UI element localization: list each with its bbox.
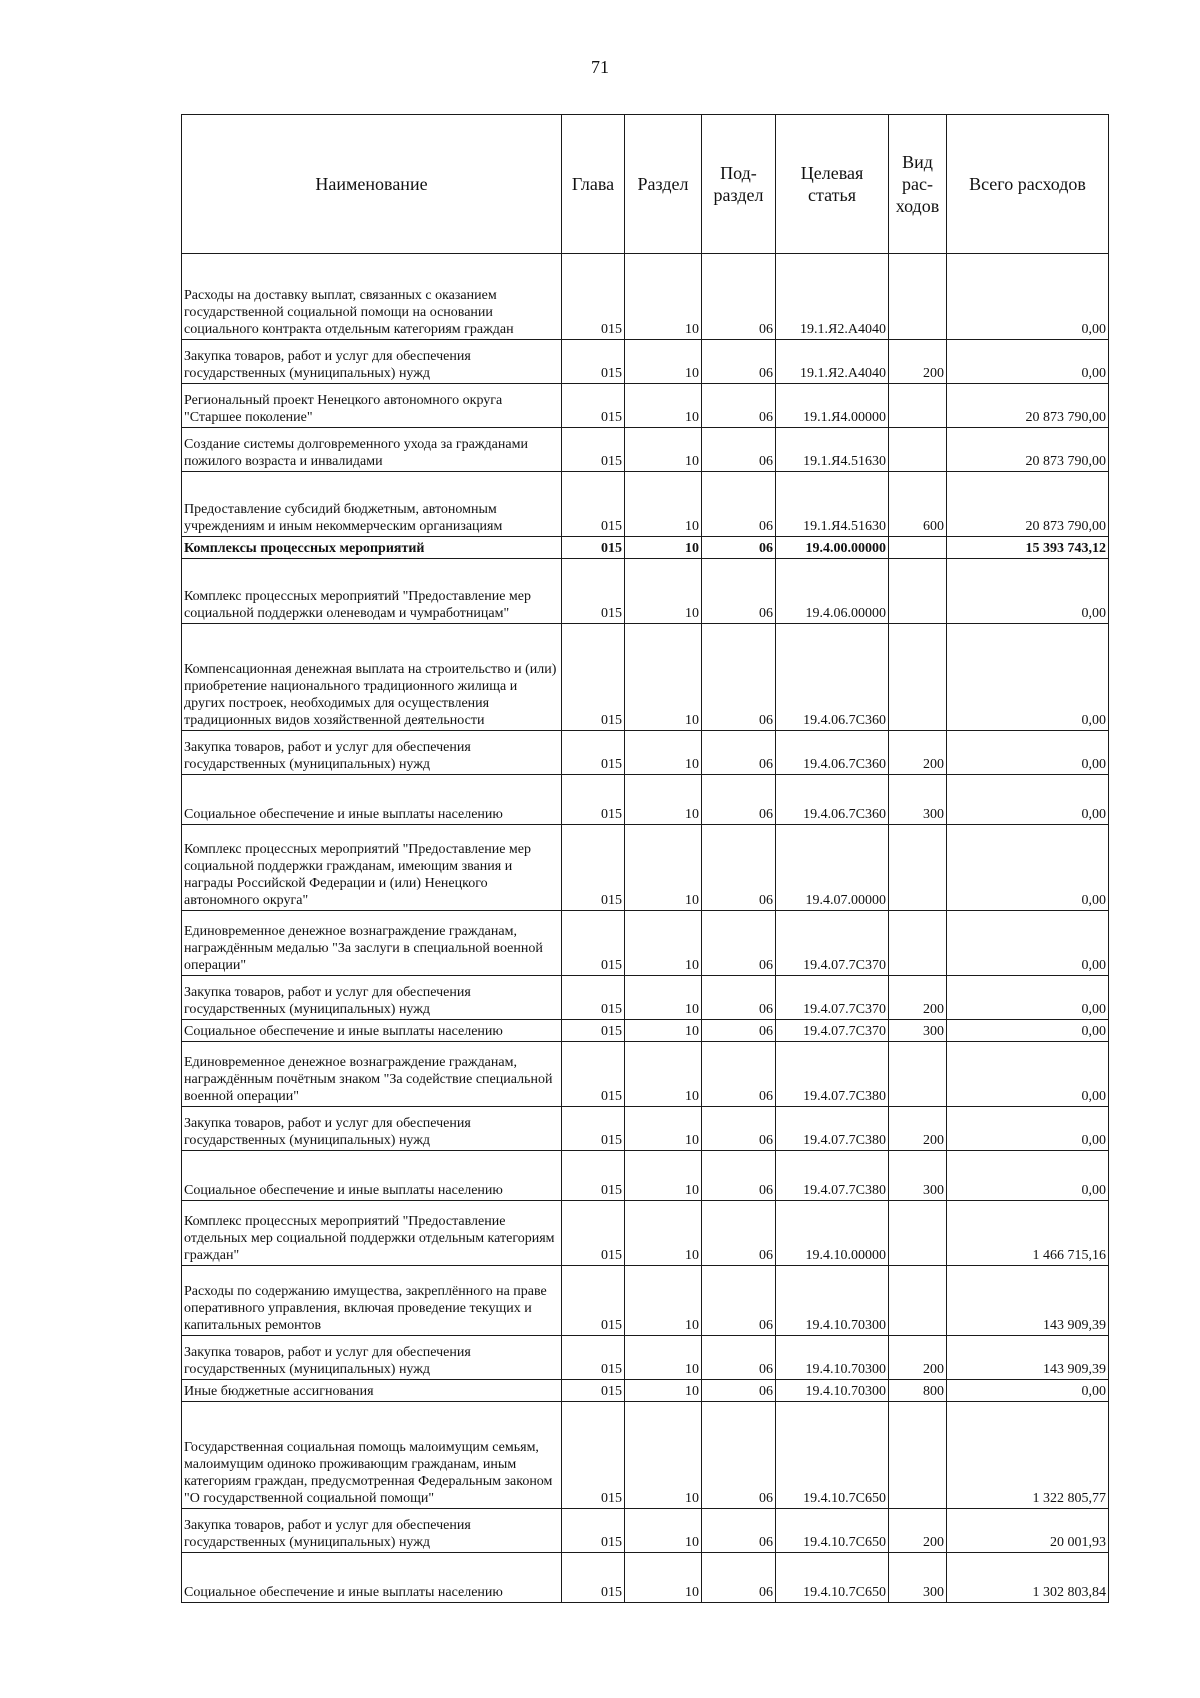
cell-expense-type xyxy=(889,1266,947,1336)
cell-target: 19.4.07.7С370 xyxy=(776,1020,889,1042)
cell-name: Иные бюджетные ассигнования xyxy=(182,1380,562,1402)
cell-expense-type: 200 xyxy=(889,976,947,1020)
cell-expense-type: 300 xyxy=(889,1151,947,1201)
cell-total: 143 909,39 xyxy=(947,1266,1109,1336)
cell-name: Социальное обеспечение и иные выплаты населению xyxy=(182,1553,562,1603)
cell-name: Компенсационная денежная выплата на строительство и (или) приобретение национального традиционного жилища и других построек, необходимых для осуществления традиционных видов хозяйственной деятельности xyxy=(182,624,562,731)
cell-target: 19.1.Я2.А4040 xyxy=(776,340,889,384)
table-row xyxy=(182,911,1109,976)
cell-chapter: 015 xyxy=(562,1509,625,1553)
cell-subsection: 06 xyxy=(702,428,776,472)
table-row xyxy=(182,825,1109,911)
table-row xyxy=(182,340,1109,384)
cell-total: 20 001,93 xyxy=(947,1509,1109,1553)
header-target: Целевая статья xyxy=(776,115,889,254)
header-chapter: Глава xyxy=(562,115,625,254)
cell-section: 10 xyxy=(625,384,702,428)
cell-expense-type xyxy=(889,1402,947,1509)
cell-chapter: 015 xyxy=(562,1380,625,1402)
table-row xyxy=(182,1107,1109,1151)
table-row xyxy=(182,976,1109,1020)
cell-total: 20 873 790,00 xyxy=(947,472,1109,537)
cell-total: 0,00 xyxy=(947,775,1109,825)
cell-chapter: 015 xyxy=(562,624,625,731)
cell-target: 19.4.10.00000 xyxy=(776,1201,889,1266)
cell-section: 10 xyxy=(625,472,702,537)
cell-name: Единовременное денежное вознаграждение гражданам, награждённым почётным знаком "За содействие специальной военной операции" xyxy=(182,1042,562,1107)
cell-subsection: 06 xyxy=(702,1266,776,1336)
cell-name: Предоставление субсидий бюджетным, автономным учреждениям и иным некоммерческим организациям xyxy=(182,472,562,537)
cell-expense-type xyxy=(889,825,947,911)
cell-subsection: 06 xyxy=(702,1107,776,1151)
cell-chapter: 015 xyxy=(562,1107,625,1151)
cell-name: Закупка товаров, работ и услуг для обеспечения государственных (муниципальных) нужд xyxy=(182,731,562,775)
cell-target: 19.4.06.00000 xyxy=(776,559,889,624)
cell-subsection: 06 xyxy=(702,825,776,911)
cell-chapter: 015 xyxy=(562,911,625,976)
table-row xyxy=(182,1266,1109,1336)
cell-expense-type: 300 xyxy=(889,775,947,825)
cell-chapter: 015 xyxy=(562,1020,625,1042)
cell-target: 19.4.10.70300 xyxy=(776,1266,889,1336)
cell-total: 20 873 790,00 xyxy=(947,384,1109,428)
cell-subsection: 06 xyxy=(702,624,776,731)
cell-section: 10 xyxy=(625,731,702,775)
table-row xyxy=(182,1042,1109,1107)
cell-section: 10 xyxy=(625,1151,702,1201)
table-row xyxy=(182,1380,1109,1402)
cell-section: 10 xyxy=(625,1107,702,1151)
cell-target: 19.4.07.7С380 xyxy=(776,1042,889,1107)
cell-name: Региональный проект Ненецкого автономного округа "Старшее поколение" xyxy=(182,384,562,428)
cell-target: 19.4.07.7С380 xyxy=(776,1107,889,1151)
cell-name: Социальное обеспечение и иные выплаты населению xyxy=(182,1020,562,1042)
cell-subsection: 06 xyxy=(702,1020,776,1042)
cell-target: 19.4.10.70300 xyxy=(776,1380,889,1402)
cell-section: 10 xyxy=(625,1553,702,1603)
cell-total: 0,00 xyxy=(947,1151,1109,1201)
cell-name: Комплекс процессных мероприятий "Предоставление отдельных мер социальной поддержки отдельным категориям граждан" xyxy=(182,1201,562,1266)
cell-name: Закупка товаров, работ и услуг для обеспечения государственных (муниципальных) нужд xyxy=(182,1336,562,1380)
cell-expense-type xyxy=(889,428,947,472)
cell-expense-type: 200 xyxy=(889,1336,947,1380)
cell-target: 19.4.06.7С360 xyxy=(776,731,889,775)
cell-section: 10 xyxy=(625,1336,702,1380)
cell-target: 19.1.Я4.51630 xyxy=(776,428,889,472)
cell-expense-type: 600 xyxy=(889,472,947,537)
cell-target: 19.4.10.7С650 xyxy=(776,1553,889,1603)
table-body xyxy=(182,254,1109,1603)
cell-name: Социальное обеспечение и иные выплаты населению xyxy=(182,775,562,825)
cell-chapter: 015 xyxy=(562,1336,625,1380)
header-expense-type: Вид рас- ходов xyxy=(889,115,947,254)
cell-chapter: 015 xyxy=(562,976,625,1020)
cell-target: 19.4.07.7С380 xyxy=(776,1151,889,1201)
cell-expense-type: 200 xyxy=(889,340,947,384)
cell-subsection: 06 xyxy=(702,731,776,775)
cell-name: Социальное обеспечение и иные выплаты населению xyxy=(182,1151,562,1201)
cell-name: Комплекс процессных мероприятий "Предоставление мер социальной поддержки гражданам, имеющим звания и награды Российской Федерации и (или) Ненецкого автономного округа" xyxy=(182,825,562,911)
cell-subsection: 06 xyxy=(702,1553,776,1603)
cell-subsection: 06 xyxy=(702,1380,776,1402)
cell-section: 10 xyxy=(625,1266,702,1336)
cell-expense-type xyxy=(889,1201,947,1266)
cell-target: 19.4.06.7С360 xyxy=(776,775,889,825)
cell-expense-type xyxy=(889,1042,947,1107)
cell-target: 19.1.Я4.00000 xyxy=(776,384,889,428)
cell-chapter: 015 xyxy=(562,731,625,775)
cell-name: Закупка товаров, работ и услуг для обеспечения государственных (муниципальных) нужд xyxy=(182,1509,562,1553)
table-row xyxy=(182,1509,1109,1553)
cell-chapter: 015 xyxy=(562,537,625,559)
cell-chapter: 015 xyxy=(562,559,625,624)
cell-total: 20 873 790,00 xyxy=(947,428,1109,472)
cell-name: Комплексы процессных мероприятий xyxy=(182,537,562,559)
cell-chapter: 015 xyxy=(562,825,625,911)
cell-expense-type xyxy=(889,911,947,976)
table-header-row xyxy=(182,115,1109,254)
cell-total: 0,00 xyxy=(947,1020,1109,1042)
table-row xyxy=(182,1201,1109,1266)
cell-target: 19.4.07.00000 xyxy=(776,825,889,911)
cell-section: 10 xyxy=(625,1201,702,1266)
cell-chapter: 015 xyxy=(562,1553,625,1603)
cell-subsection: 06 xyxy=(702,1336,776,1380)
cell-name: Закупка товаров, работ и услуг для обеспечения государственных (муниципальных) нужд xyxy=(182,1107,562,1151)
cell-chapter: 015 xyxy=(562,472,625,537)
table-row xyxy=(182,775,1109,825)
cell-expense-type: 200 xyxy=(889,1509,947,1553)
cell-section: 10 xyxy=(625,825,702,911)
cell-subsection: 06 xyxy=(702,1509,776,1553)
cell-subsection: 06 xyxy=(702,254,776,340)
cell-subsection: 06 xyxy=(702,775,776,825)
cell-section: 10 xyxy=(625,1509,702,1553)
cell-subsection: 06 xyxy=(702,976,776,1020)
cell-subsection: 06 xyxy=(702,1402,776,1509)
cell-expense-type: 300 xyxy=(889,1020,947,1042)
table-row xyxy=(182,384,1109,428)
cell-subsection: 06 xyxy=(702,1042,776,1107)
cell-total: 0,00 xyxy=(947,1107,1109,1151)
cell-target: 19.4.00.00000 xyxy=(776,537,889,559)
cell-target: 19.4.07.7С370 xyxy=(776,976,889,1020)
table-row xyxy=(182,1020,1109,1042)
cell-subsection: 06 xyxy=(702,1151,776,1201)
cell-target: 19.1.Я4.51630 xyxy=(776,472,889,537)
table-row xyxy=(182,1336,1109,1380)
cell-subsection: 06 xyxy=(702,472,776,537)
cell-section: 10 xyxy=(625,1020,702,1042)
cell-total: 0,00 xyxy=(947,559,1109,624)
table-row xyxy=(182,537,1109,559)
cell-target: 19.4.06.7С360 xyxy=(776,624,889,731)
cell-section: 10 xyxy=(625,1402,702,1509)
cell-section: 10 xyxy=(625,428,702,472)
cell-chapter: 015 xyxy=(562,1151,625,1201)
cell-chapter: 015 xyxy=(562,1402,625,1509)
cell-chapter: 015 xyxy=(562,428,625,472)
cell-section: 10 xyxy=(625,775,702,825)
cell-total: 0,00 xyxy=(947,624,1109,731)
cell-subsection: 06 xyxy=(702,384,776,428)
cell-target: 19.4.10.7С650 xyxy=(776,1509,889,1553)
cell-total: 0,00 xyxy=(947,1380,1109,1402)
cell-total: 1 466 715,16 xyxy=(947,1201,1109,1266)
cell-total: 0,00 xyxy=(947,1042,1109,1107)
cell-expense-type: 300 xyxy=(889,1553,947,1603)
table-row xyxy=(182,254,1109,340)
cell-subsection: 06 xyxy=(702,911,776,976)
cell-section: 10 xyxy=(625,624,702,731)
cell-total: 143 909,39 xyxy=(947,1336,1109,1380)
cell-expense-type xyxy=(889,537,947,559)
header-section: Раздел xyxy=(625,115,702,254)
cell-section: 10 xyxy=(625,976,702,1020)
cell-name: Расходы по содержанию имущества, закреплённого на праве оперативного управления, включая проведение текущих и капитальных ремонтов xyxy=(182,1266,562,1336)
cell-total: 15 393 743,12 xyxy=(947,537,1109,559)
cell-expense-type xyxy=(889,384,947,428)
cell-total: 1 322 805,77 xyxy=(947,1402,1109,1509)
cell-expense-type xyxy=(889,559,947,624)
cell-subsection: 06 xyxy=(702,1201,776,1266)
cell-section: 10 xyxy=(625,537,702,559)
table-row xyxy=(182,428,1109,472)
table-row xyxy=(182,559,1109,624)
cell-section: 10 xyxy=(625,559,702,624)
cell-total: 0,00 xyxy=(947,340,1109,384)
cell-chapter: 015 xyxy=(562,384,625,428)
cell-chapter: 015 xyxy=(562,1042,625,1107)
cell-total: 0,00 xyxy=(947,825,1109,911)
page-number: 71 xyxy=(591,57,609,77)
cell-expense-type xyxy=(889,254,947,340)
cell-section: 10 xyxy=(625,254,702,340)
cell-name: Закупка товаров, работ и услуг для обеспечения государственных (муниципальных) нужд xyxy=(182,340,562,384)
table-row xyxy=(182,1151,1109,1201)
table-row xyxy=(182,472,1109,537)
cell-subsection: 06 xyxy=(702,559,776,624)
cell-expense-type: 800 xyxy=(889,1380,947,1402)
cell-chapter: 015 xyxy=(562,1201,625,1266)
cell-target: 19.4.07.7С370 xyxy=(776,911,889,976)
cell-section: 10 xyxy=(625,340,702,384)
cell-chapter: 015 xyxy=(562,254,625,340)
cell-name: Комплекс процессных мероприятий "Предоставление мер социальной поддержки оленеводам и чумработницам" xyxy=(182,559,562,624)
cell-target: 19.4.10.70300 xyxy=(776,1336,889,1380)
cell-expense-type: 200 xyxy=(889,1107,947,1151)
cell-total: 1 302 803,84 xyxy=(947,1553,1109,1603)
budget-table xyxy=(181,114,1109,1603)
table-row xyxy=(182,731,1109,775)
cell-total: 0,00 xyxy=(947,911,1109,976)
cell-total: 0,00 xyxy=(947,254,1109,340)
cell-target: 19.1.Я2.А4040 xyxy=(776,254,889,340)
cell-section: 10 xyxy=(625,1380,702,1402)
table-row xyxy=(182,1402,1109,1509)
table-row xyxy=(182,1553,1109,1603)
cell-section: 10 xyxy=(625,911,702,976)
header-subsection: Под- раздел xyxy=(702,115,776,254)
cell-total: 0,00 xyxy=(947,976,1109,1020)
cell-expense-type: 200 xyxy=(889,731,947,775)
cell-chapter: 015 xyxy=(562,340,625,384)
cell-total: 0,00 xyxy=(947,731,1109,775)
cell-subsection: 06 xyxy=(702,537,776,559)
cell-name: Расходы на доставку выплат, связанных с оказанием государственной социальной помощи на основании социального контракта отдельным категориям граждан xyxy=(182,254,562,340)
header-name: Наименование xyxy=(182,115,562,254)
cell-expense-type xyxy=(889,624,947,731)
cell-subsection: 06 xyxy=(702,340,776,384)
cell-chapter: 015 xyxy=(562,775,625,825)
header-total: Всего расходов xyxy=(947,115,1109,254)
cell-chapter: 015 xyxy=(562,1266,625,1336)
cell-name: Государственная социальная помощь малоимущим семьям, малоимущим одиноко проживающим гражданам, иным категориям граждан, предусмотренная Федеральным законом "О государственной социальной помощи" xyxy=(182,1402,562,1509)
table-row xyxy=(182,624,1109,731)
cell-name: Закупка товаров, работ и услуг для обеспечения государственных (муниципальных) нужд xyxy=(182,976,562,1020)
cell-name: Единовременное денежное вознаграждение гражданам, награждённым медалью "За заслуги в специальной военной операции" xyxy=(182,911,562,976)
cell-section: 10 xyxy=(625,1042,702,1107)
cell-target: 19.4.10.7С650 xyxy=(776,1402,889,1509)
cell-name: Создание системы долговременного ухода за гражданами пожилого возраста и инвалидами xyxy=(182,428,562,472)
